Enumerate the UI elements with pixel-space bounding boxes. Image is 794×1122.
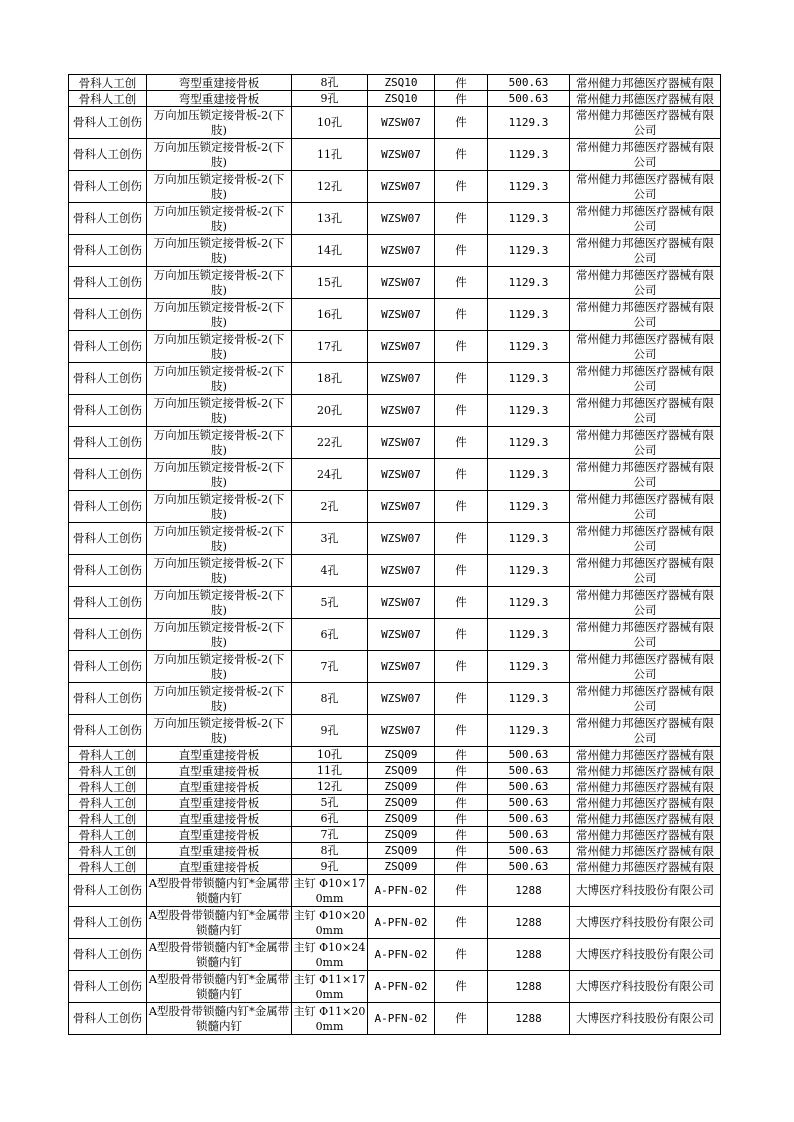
table-row <box>69 1003 721 1035</box>
price-cell: 500.63 <box>488 795 570 811</box>
table-row <box>69 859 721 875</box>
spec-cell: 9孔 <box>292 91 368 107</box>
model-cell: A-PFN-02 <box>368 875 435 907</box>
model-cell: ZSQ09 <box>368 827 435 843</box>
product-name-cell: 直型重建接骨板 <box>147 843 292 859</box>
price-cell: 1129.3 <box>488 651 570 683</box>
table-row <box>69 683 721 715</box>
model-cell: ZSQ09 <box>368 859 435 875</box>
unit-cell: 件 <box>435 939 488 971</box>
price-cell: 1129.3 <box>488 619 570 651</box>
price-cell: 1288 <box>488 1003 570 1035</box>
model-cell: WZSW07 <box>368 619 435 651</box>
spec-cell: 7孔 <box>292 827 368 843</box>
category-cell: 骨科人工创伤 <box>69 395 147 427</box>
model-cell: WZSW07 <box>368 459 435 491</box>
table-row <box>69 763 721 779</box>
model-cell: WZSW07 <box>368 171 435 203</box>
table-row <box>69 619 721 651</box>
price-cell: 1129.3 <box>488 587 570 619</box>
unit-cell: 件 <box>435 395 488 427</box>
spec-cell: 13孔 <box>292 203 368 235</box>
product-name-cell: A型股骨带锁髓内钉*金属带锁髓内钉 <box>147 971 292 1003</box>
unit-cell: 件 <box>435 747 488 763</box>
spec-cell: 8孔 <box>292 683 368 715</box>
company-cell: 常州健力邦德医疗器械有限 <box>570 795 721 811</box>
category-cell: 骨科人工创伤 <box>69 235 147 267</box>
category-cell: 骨科人工创伤 <box>69 971 147 1003</box>
product-name-cell: 万向加压锁定接骨板-2(下肢) <box>147 491 292 523</box>
company-cell: 常州健力邦德医疗器械有限 <box>570 91 721 107</box>
price-cell: 1129.3 <box>488 555 570 587</box>
model-cell: WZSW07 <box>368 651 435 683</box>
price-cell: 500.63 <box>488 811 570 827</box>
category-cell: 骨科人工创 <box>69 747 147 763</box>
product-name-cell: 万向加压锁定接骨板-2(下肢) <box>147 427 292 459</box>
spec-cell: 9孔 <box>292 715 368 747</box>
unit-cell: 件 <box>435 779 488 795</box>
company-cell: 大博医疗科技股份有限公司 <box>570 1003 721 1035</box>
product-name-cell: 直型重建接骨板 <box>147 811 292 827</box>
spec-cell: 6孔 <box>292 811 368 827</box>
spec-cell: 2孔 <box>292 491 368 523</box>
category-cell: 骨科人工创伤 <box>69 619 147 651</box>
spec-cell: 5孔 <box>292 587 368 619</box>
unit-cell: 件 <box>435 235 488 267</box>
company-cell: 常州健力邦德医疗器械有限公司 <box>570 107 721 139</box>
table-row <box>69 203 721 235</box>
category-cell: 骨科人工创伤 <box>69 331 147 363</box>
product-name-cell: 万向加压锁定接骨板-2(下肢) <box>147 331 292 363</box>
product-name-cell: 万向加压锁定接骨板-2(下肢) <box>147 683 292 715</box>
unit-cell: 件 <box>435 683 488 715</box>
company-cell: 常州健力邦德医疗器械有限 <box>570 827 721 843</box>
price-cell: 1129.3 <box>488 203 570 235</box>
price-cell: 1288 <box>488 971 570 1003</box>
product-name-cell: 弯型重建接骨板 <box>147 91 292 107</box>
company-cell: 常州健力邦德医疗器械有限公司 <box>570 395 721 427</box>
model-cell: WZSW07 <box>368 555 435 587</box>
category-cell: 骨科人工创 <box>69 763 147 779</box>
spec-cell: 10孔 <box>292 107 368 139</box>
unit-cell: 件 <box>435 523 488 555</box>
category-cell: 骨科人工创 <box>69 811 147 827</box>
price-cell: 500.63 <box>488 763 570 779</box>
spec-cell: 17孔 <box>292 331 368 363</box>
product-name-cell: 直型重建接骨板 <box>147 763 292 779</box>
company-cell: 常州健力邦德医疗器械有限公司 <box>570 651 721 683</box>
model-cell: WZSW07 <box>368 107 435 139</box>
table-row <box>69 907 721 939</box>
spec-cell: 11孔 <box>292 763 368 779</box>
category-cell: 骨科人工创 <box>69 795 147 811</box>
product-name-cell: 万向加压锁定接骨板-2(下肢) <box>147 459 292 491</box>
table-row <box>69 651 721 683</box>
table-row <box>69 523 721 555</box>
spec-cell: 3孔 <box>292 523 368 555</box>
category-cell: 骨科人工创伤 <box>69 139 147 171</box>
price-cell: 1129.3 <box>488 331 570 363</box>
company-cell: 常州健力邦德医疗器械有限公司 <box>570 267 721 299</box>
spec-cell: 主钉 Φ11×200mm <box>292 1003 368 1035</box>
company-cell: 常州健力邦德医疗器械有限公司 <box>570 587 721 619</box>
category-cell: 骨科人工创伤 <box>69 523 147 555</box>
company-cell: 常州健力邦德医疗器械有限公司 <box>570 491 721 523</box>
category-cell: 骨科人工创 <box>69 91 147 107</box>
company-cell: 常州健力邦德医疗器械有限 <box>570 747 721 763</box>
table-row <box>69 587 721 619</box>
product-name-cell: 万向加压锁定接骨板-2(下肢) <box>147 523 292 555</box>
model-cell: WZSW07 <box>368 491 435 523</box>
price-cell: 1129.3 <box>488 171 570 203</box>
price-cell: 1129.3 <box>488 715 570 747</box>
table-row <box>69 395 721 427</box>
product-name-cell: 万向加压锁定接骨板-2(下肢) <box>147 587 292 619</box>
unit-cell: 件 <box>435 555 488 587</box>
product-name-cell: A型股骨带锁髓内钉*金属带锁髓内钉 <box>147 939 292 971</box>
unit-cell: 件 <box>435 971 488 1003</box>
product-name-cell: 万向加压锁定接骨板-2(下肢) <box>147 363 292 395</box>
unit-cell: 件 <box>435 859 488 875</box>
spec-cell: 主钉 Φ10×170mm <box>292 875 368 907</box>
table-row <box>69 491 721 523</box>
price-cell: 500.63 <box>488 779 570 795</box>
category-cell: 骨科人工创伤 <box>69 651 147 683</box>
category-cell: 骨科人工创伤 <box>69 459 147 491</box>
category-cell: 骨科人工创伤 <box>69 1003 147 1035</box>
model-cell: A-PFN-02 <box>368 907 435 939</box>
category-cell: 骨科人工创伤 <box>69 203 147 235</box>
category-cell: 骨科人工创伤 <box>69 907 147 939</box>
price-cell: 1129.3 <box>488 427 570 459</box>
price-cell: 1129.3 <box>488 491 570 523</box>
category-cell: 骨科人工创伤 <box>69 555 147 587</box>
spec-cell: 11孔 <box>292 139 368 171</box>
unit-cell: 件 <box>435 299 488 331</box>
product-price-table <box>68 74 721 1035</box>
product-name-cell: 直型重建接骨板 <box>147 747 292 763</box>
unit-cell: 件 <box>435 363 488 395</box>
table-row <box>69 459 721 491</box>
table-row <box>69 139 721 171</box>
price-cell: 500.63 <box>488 859 570 875</box>
category-cell: 骨科人工创伤 <box>69 171 147 203</box>
spec-cell: 20孔 <box>292 395 368 427</box>
table-row <box>69 331 721 363</box>
company-cell: 常州健力邦德医疗器械有限公司 <box>570 523 721 555</box>
spec-cell: 12孔 <box>292 171 368 203</box>
table-row <box>69 843 721 859</box>
unit-cell: 件 <box>435 843 488 859</box>
company-cell: 常州健力邦德医疗器械有限 <box>570 75 721 91</box>
price-cell: 500.63 <box>488 827 570 843</box>
model-cell: WZSW07 <box>368 715 435 747</box>
company-cell: 常州健力邦德医疗器械有限公司 <box>570 427 721 459</box>
model-cell: WZSW07 <box>368 427 435 459</box>
model-cell: A-PFN-02 <box>368 1003 435 1035</box>
product-name-cell: 万向加压锁定接骨板-2(下肢) <box>147 395 292 427</box>
company-cell: 常州健力邦德医疗器械有限公司 <box>570 139 721 171</box>
spec-cell: 6孔 <box>292 619 368 651</box>
table-row <box>69 299 721 331</box>
product-name-cell: 万向加压锁定接骨板-2(下肢) <box>147 619 292 651</box>
price-cell: 1129.3 <box>488 459 570 491</box>
product-name-cell: 直型重建接骨板 <box>147 859 292 875</box>
table-row <box>69 267 721 299</box>
model-cell: WZSW07 <box>368 139 435 171</box>
model-cell: ZSQ09 <box>368 843 435 859</box>
company-cell: 常州健力邦德医疗器械有限 <box>570 843 721 859</box>
unit-cell: 件 <box>435 827 488 843</box>
company-cell: 常州健力邦德医疗器械有限公司 <box>570 715 721 747</box>
price-cell: 1129.3 <box>488 299 570 331</box>
category-cell: 骨科人工创伤 <box>69 875 147 907</box>
product-name-cell: 万向加压锁定接骨板-2(下肢) <box>147 651 292 683</box>
category-cell: 骨科人工创伤 <box>69 491 147 523</box>
company-cell: 大博医疗科技股份有限公司 <box>570 875 721 907</box>
company-cell: 常州健力邦德医疗器械有限公司 <box>570 235 721 267</box>
company-cell: 常州健力邦德医疗器械有限公司 <box>570 363 721 395</box>
table-row <box>69 795 721 811</box>
unit-cell: 件 <box>435 587 488 619</box>
category-cell: 骨科人工创伤 <box>69 299 147 331</box>
spec-cell: 12孔 <box>292 779 368 795</box>
product-name-cell: 直型重建接骨板 <box>147 827 292 843</box>
price-cell: 1129.3 <box>488 395 570 427</box>
model-cell: ZSQ09 <box>368 747 435 763</box>
model-cell: WZSW07 <box>368 683 435 715</box>
table-body <box>69 75 721 1035</box>
spec-cell: 15孔 <box>292 267 368 299</box>
product-name-cell: 万向加压锁定接骨板-2(下肢) <box>147 139 292 171</box>
product-name-cell: A型股骨带锁髓内钉*金属带锁髓内钉 <box>147 1003 292 1035</box>
category-cell: 骨科人工创 <box>69 75 147 91</box>
spec-cell: 10孔 <box>292 747 368 763</box>
product-name-cell: 万向加压锁定接骨板-2(下肢) <box>147 203 292 235</box>
table-row <box>69 971 721 1003</box>
table-row <box>69 427 721 459</box>
company-cell: 常州健力邦德医疗器械有限公司 <box>570 683 721 715</box>
model-cell: ZSQ09 <box>368 779 435 795</box>
unit-cell: 件 <box>435 139 488 171</box>
spec-cell: 5孔 <box>292 795 368 811</box>
company-cell: 常州健力邦德医疗器械有限公司 <box>570 299 721 331</box>
table-row <box>69 939 721 971</box>
table-row <box>69 811 721 827</box>
table-row <box>69 235 721 267</box>
table-row <box>69 747 721 763</box>
unit-cell: 件 <box>435 907 488 939</box>
spec-cell: 22孔 <box>292 427 368 459</box>
spec-cell: 16孔 <box>292 299 368 331</box>
spec-cell: 4孔 <box>292 555 368 587</box>
model-cell: WZSW07 <box>368 203 435 235</box>
price-cell: 1288 <box>488 939 570 971</box>
model-cell: A-PFN-02 <box>368 971 435 1003</box>
model-cell: ZSQ09 <box>368 763 435 779</box>
unit-cell: 件 <box>435 715 488 747</box>
unit-cell: 件 <box>435 91 488 107</box>
company-cell: 常州健力邦德医疗器械有限公司 <box>570 459 721 491</box>
unit-cell: 件 <box>435 107 488 139</box>
model-cell: WZSW07 <box>368 331 435 363</box>
price-cell: 500.63 <box>488 843 570 859</box>
model-cell: WZSW07 <box>368 587 435 619</box>
company-cell: 常州健力邦德医疗器械有限 <box>570 859 721 875</box>
unit-cell: 件 <box>435 171 488 203</box>
product-name-cell: 万向加压锁定接骨板-2(下肢) <box>147 299 292 331</box>
price-cell: 1129.3 <box>488 107 570 139</box>
company-cell: 常州健力邦德医疗器械有限公司 <box>570 171 721 203</box>
price-cell: 1129.3 <box>488 683 570 715</box>
price-cell: 1129.3 <box>488 267 570 299</box>
table-row <box>69 875 721 907</box>
model-cell: WZSW07 <box>368 299 435 331</box>
category-cell: 骨科人工创 <box>69 779 147 795</box>
unit-cell: 件 <box>435 203 488 235</box>
category-cell: 骨科人工创伤 <box>69 267 147 299</box>
unit-cell: 件 <box>435 427 488 459</box>
price-cell: 500.63 <box>488 91 570 107</box>
category-cell: 骨科人工创 <box>69 843 147 859</box>
unit-cell: 件 <box>435 491 488 523</box>
price-cell: 1129.3 <box>488 235 570 267</box>
spec-cell: 主钉 Φ10×200mm <box>292 907 368 939</box>
unit-cell: 件 <box>435 795 488 811</box>
product-name-cell: A型股骨带锁髓内钉*金属带锁髓内钉 <box>147 907 292 939</box>
table-row <box>69 555 721 587</box>
product-name-cell: 弯型重建接骨板 <box>147 75 292 91</box>
price-cell: 1288 <box>488 875 570 907</box>
company-cell: 常州健力邦德医疗器械有限 <box>570 811 721 827</box>
product-name-cell: 万向加压锁定接骨板-2(下肢) <box>147 107 292 139</box>
company-cell: 常州健力邦德医疗器械有限公司 <box>570 203 721 235</box>
unit-cell: 件 <box>435 267 488 299</box>
spec-cell: 9孔 <box>292 859 368 875</box>
table-row <box>69 91 721 107</box>
model-cell: ZSQ09 <box>368 795 435 811</box>
model-cell: WZSW07 <box>368 267 435 299</box>
unit-cell: 件 <box>435 763 488 779</box>
company-cell: 常州健力邦德医疗器械有限 <box>570 763 721 779</box>
category-cell: 骨科人工创伤 <box>69 715 147 747</box>
category-cell: 骨科人工创伤 <box>69 683 147 715</box>
unit-cell: 件 <box>435 459 488 491</box>
spec-cell: 8孔 <box>292 843 368 859</box>
product-name-cell: 万向加压锁定接骨板-2(下肢) <box>147 235 292 267</box>
table-row <box>69 107 721 139</box>
company-cell: 大博医疗科技股份有限公司 <box>570 907 721 939</box>
price-cell: 1129.3 <box>488 139 570 171</box>
spec-cell: 14孔 <box>292 235 368 267</box>
unit-cell: 件 <box>435 331 488 363</box>
table-row <box>69 171 721 203</box>
model-cell: A-PFN-02 <box>368 939 435 971</box>
spec-cell: 主钉 Φ11×170mm <box>292 971 368 1003</box>
price-cell: 500.63 <box>488 747 570 763</box>
category-cell: 骨科人工创 <box>69 859 147 875</box>
model-cell: WZSW07 <box>368 395 435 427</box>
unit-cell: 件 <box>435 811 488 827</box>
unit-cell: 件 <box>435 875 488 907</box>
product-name-cell: 万向加压锁定接骨板-2(下肢) <box>147 267 292 299</box>
category-cell: 骨科人工创伤 <box>69 363 147 395</box>
product-name-cell: 万向加压锁定接骨板-2(下肢) <box>147 171 292 203</box>
company-cell: 常州健力邦德医疗器械有限公司 <box>570 331 721 363</box>
category-cell: 骨科人工创 <box>69 827 147 843</box>
price-cell: 1129.3 <box>488 363 570 395</box>
model-cell: WZSW07 <box>368 235 435 267</box>
product-name-cell: 直型重建接骨板 <box>147 779 292 795</box>
table-row <box>69 779 721 795</box>
unit-cell: 件 <box>435 1003 488 1035</box>
product-name-cell: A型股骨带锁髓内钉*金属带锁髓内钉 <box>147 875 292 907</box>
unit-cell: 件 <box>435 651 488 683</box>
table-row <box>69 827 721 843</box>
model-cell: ZSQ10 <box>368 75 435 91</box>
product-name-cell: 万向加压锁定接骨板-2(下肢) <box>147 715 292 747</box>
unit-cell: 件 <box>435 75 488 91</box>
category-cell: 骨科人工创伤 <box>69 939 147 971</box>
model-cell: WZSW07 <box>368 523 435 555</box>
spec-cell: 24孔 <box>292 459 368 491</box>
price-cell: 1288 <box>488 907 570 939</box>
company-cell: 大博医疗科技股份有限公司 <box>570 971 721 1003</box>
product-name-cell: 直型重建接骨板 <box>147 795 292 811</box>
category-cell: 骨科人工创伤 <box>69 587 147 619</box>
company-cell: 大博医疗科技股份有限公司 <box>570 939 721 971</box>
spec-cell: 7孔 <box>292 651 368 683</box>
model-cell: WZSW07 <box>368 363 435 395</box>
table-row <box>69 75 721 91</box>
price-cell: 500.63 <box>488 75 570 91</box>
category-cell: 骨科人工创伤 <box>69 107 147 139</box>
spec-cell: 18孔 <box>292 363 368 395</box>
company-cell: 常州健力邦德医疗器械有限 <box>570 779 721 795</box>
model-cell: ZSQ09 <box>368 811 435 827</box>
product-name-cell: 万向加压锁定接骨板-2(下肢) <box>147 555 292 587</box>
spec-cell: 主钉 Φ10×240mm <box>292 939 368 971</box>
table-row <box>69 715 721 747</box>
model-cell: ZSQ10 <box>368 91 435 107</box>
unit-cell: 件 <box>435 619 488 651</box>
spec-cell: 8孔 <box>292 75 368 91</box>
price-cell: 1129.3 <box>488 523 570 555</box>
category-cell: 骨科人工创伤 <box>69 427 147 459</box>
company-cell: 常州健力邦德医疗器械有限公司 <box>570 619 721 651</box>
company-cell: 常州健力邦德医疗器械有限公司 <box>570 555 721 587</box>
table-row <box>69 363 721 395</box>
